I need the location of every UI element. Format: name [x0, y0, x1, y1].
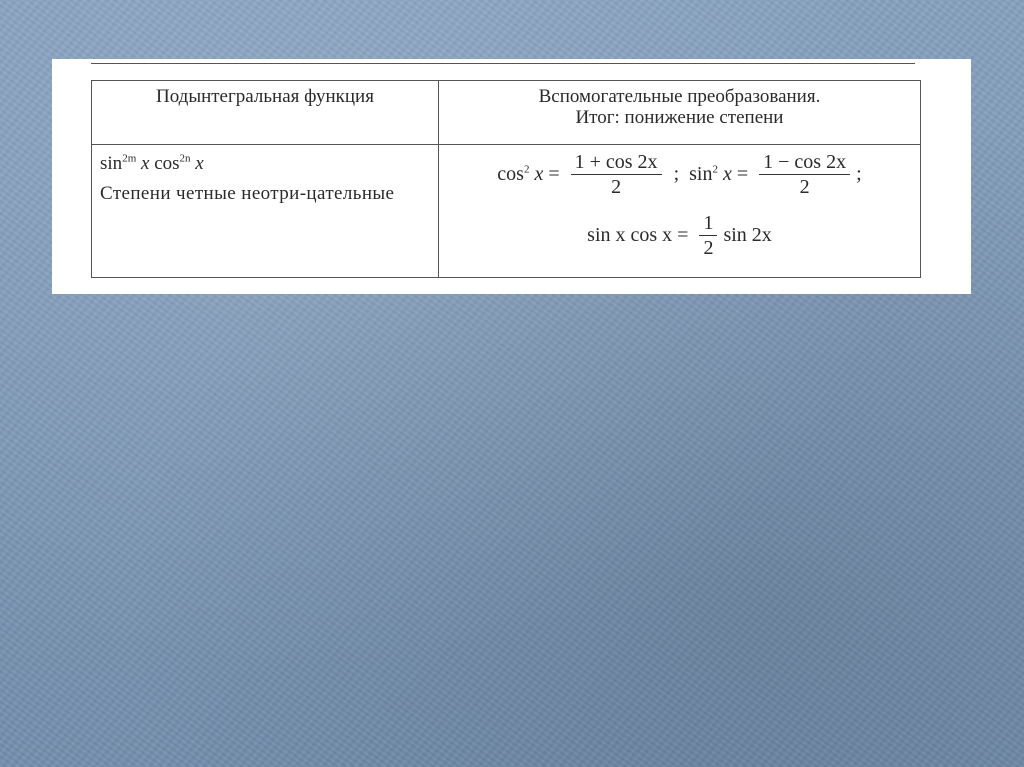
one-half-fraction: [699, 211, 717, 260]
slide-content-card: [52, 59, 971, 294]
header-integrand: [92, 81, 439, 145]
equals-sign: =: [677, 223, 689, 246]
header-transformations-line1: Вспомогательные преобразования.: [538, 86, 821, 107]
sin-squared-fraction: [759, 150, 850, 199]
fraction-numerator: 1: [699, 211, 717, 236]
sin-double-angle-rhs: sin 2x: [723, 223, 772, 246]
top-rule-divider: [91, 63, 915, 64]
equals-sign: =: [736, 162, 749, 185]
fraction-numerator: 1 − cos 2x: [759, 150, 850, 175]
header-transformations-line2: Итог: понижение степени: [575, 107, 784, 128]
fraction-numerator: 1 + cos 2x: [571, 150, 662, 175]
integrand-expression: $\sin^{2m} x$ $\cos^{2n} x$: [100, 152, 204, 174]
header-transformations: [438, 81, 920, 145]
cos-squared-fraction: [571, 150, 662, 199]
separator: ;: [673, 162, 680, 185]
cos-squared-lhs: $\cos^2 x$: [497, 162, 544, 185]
fraction-denominator: 2: [703, 236, 714, 259]
table-header-row: [92, 81, 921, 145]
formula-line-2: [439, 203, 920, 267]
table-row: [92, 145, 921, 278]
header-integrand-label: Подынтегральная функция: [155, 86, 374, 107]
equals-sign: =: [548, 162, 560, 185]
integrand-description: Степени четные неотри-цательные: [100, 183, 395, 204]
integrand-cell: [92, 145, 439, 278]
fraction-denominator: 2: [799, 175, 810, 198]
separator: ;: [856, 162, 862, 185]
integration-formula-table: [91, 80, 921, 278]
fraction-denominator: 2: [611, 175, 622, 198]
formula-line-1: [439, 145, 920, 203]
sin-squared-lhs: $\sin^2 x$: [689, 162, 732, 185]
transformations-cell: [438, 145, 920, 278]
sin-cos-product-lhs: sin x cos x: [587, 223, 673, 246]
